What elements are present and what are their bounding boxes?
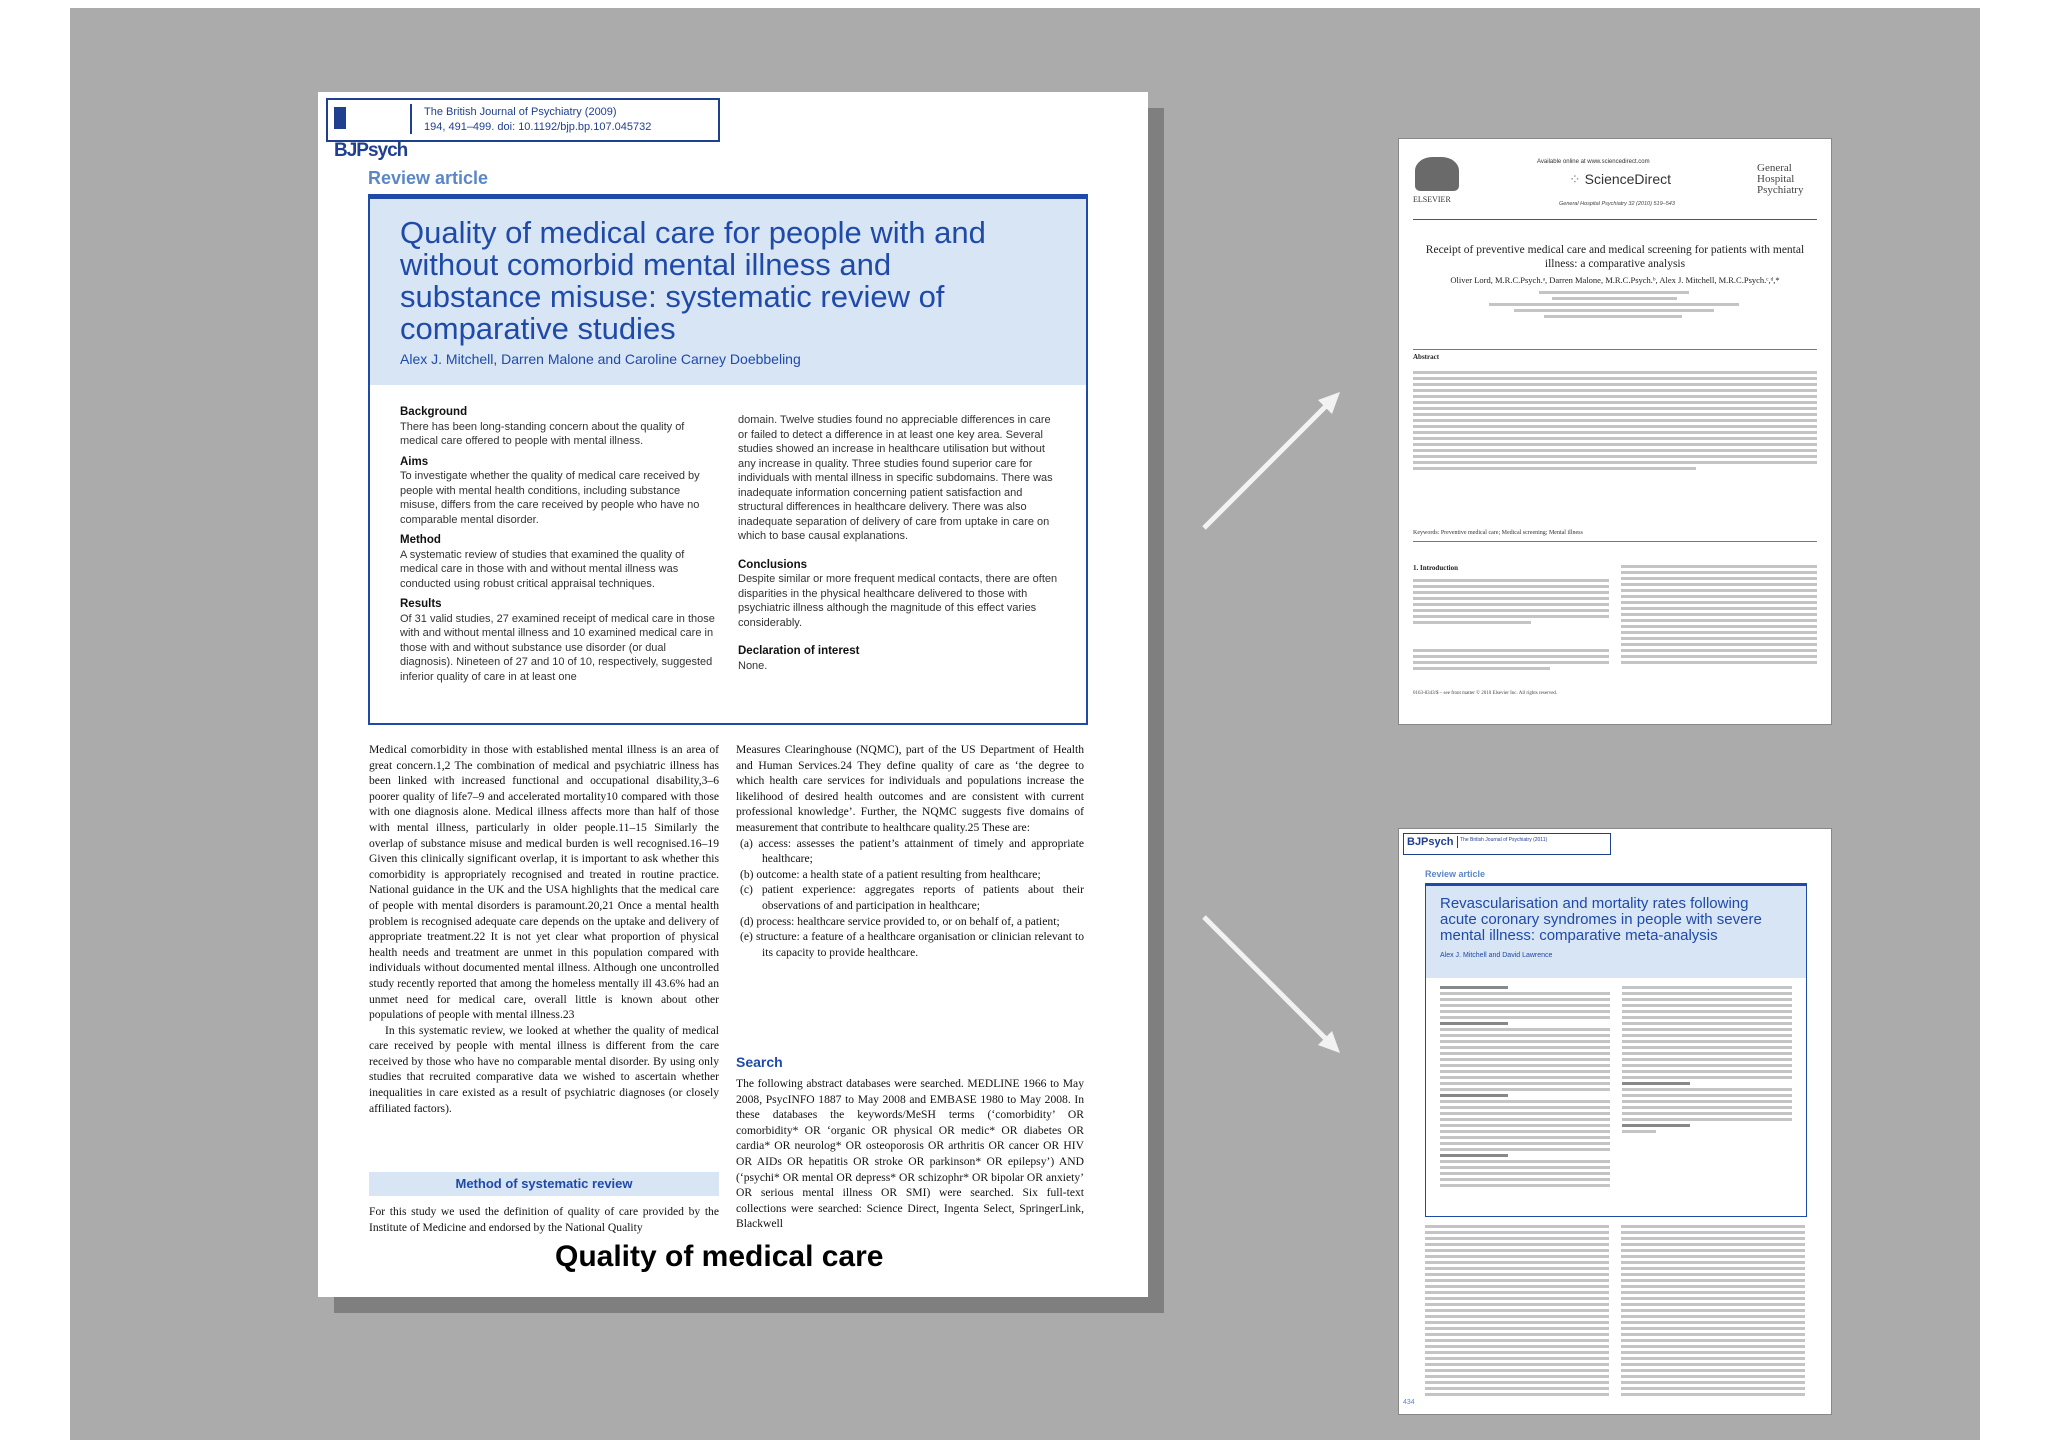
abstract-text: To investigate whether the quality of medical care received by people with mental health conditions, including substance misuse, differs from the care received by people who have no comparable mental disorder. (400, 470, 700, 526)
paper-authors: Alex J. Mitchell, Darren Malone and Caroline Carney Doebbeling (400, 351, 801, 367)
list-item: (d) process: healthcare service provided to, or on behalf of, a patient; (740, 914, 1060, 928)
journal-header (326, 98, 720, 161)
abstract-text: None. (738, 659, 768, 672)
slide-caption: Quality of medical care (555, 1240, 884, 1273)
abstract-heading: Results (400, 598, 442, 610)
abstract-text: Of 31 valid studies, 27 examined receipt of medical care in those with and without mental illness and 10 examined medical care in those with and without substance use disorder (or dual diagnosis). Nineteen of 27 and 10 of 10, respectively, suggested inferior quality of care in at least one (400, 612, 715, 683)
thumb-abstract-right (1622, 986, 1792, 1136)
list-item: (a) access: assesses the patient’s attainment of timely and appropriate healthcare; (740, 836, 1084, 866)
body-paragraph: For this study we used the definition of quality of care provided by the Institute of Medicine and endorsed by the National Quality (369, 1205, 719, 1234)
journal-line: General Hospital Psychiatry 32 (2010) 519–543 (1559, 201, 1675, 207)
list-item: (c) patient experience: aggregates reports of patients about their observations of and participation in healthcare; (740, 883, 1084, 912)
abstract-text-block (1413, 371, 1817, 473)
journal-citation: 194, 491–499. doi: 10.1192/bjp.bp.107.045732 (424, 121, 652, 133)
abstract-text: A systematic review of studies that examined the quality of medical care in those with and without mental illness was conducted using robust critical appraisal techniques. (400, 548, 685, 590)
body-paragraph: In this systematic review, we looked at whether the quality of medical care received by people with mental illness is different from the care received by those who have no comparable mental disorder. By using only studies that recruited comparative data we wished to ascertain whether inequalities in care existed as a result of psychiatric diagnoses (or closely affiliated factors). (369, 1023, 719, 1115)
paper-title: Quality of medical care for people with and without comorbid mental illness and substance misuse: systematic review of comparative studies (400, 215, 986, 346)
thumb-abstract-left (1440, 986, 1610, 1190)
journal-title: The British Journal of Psychiatry (2009) (424, 106, 617, 118)
divider (1413, 349, 1817, 350)
thumb-paper-title: Revascularisation and mortality rates following acute coronary syndromes in people with severe mental illness: comparative meta-analysis (1440, 895, 1762, 944)
arrow-down-right-icon (1190, 905, 1350, 1065)
thumb-journal-title: The British Journal of Psychiatry (2011) (1460, 837, 1548, 843)
copyright-footer: 0163-8343/$ – see front matter © 2010 Elsevier Inc. All rights reserved. (1413, 691, 1558, 696)
body-paragraph: Medical comorbidity in those with established mental illness is an area of great concern.1,2 The combination of medical and psychiatric illness has been linked with increased functional and occupational disability,3–6 poorer quality of life7–9 and accelerated mortality10 compared with those with one diagnosis alone. Medical illness affects more than half of those with mental illness, particularly in older people.11–15 Similarly the overlap of substance misuse and medical burden is well recognised.16–19 Given this clinically significant overlap, it is important to ask whether this comorbidity is appropriately recognised and treated in routine practice. National guidance in the UK and the USA highlights that the medical care of people with mental disorders is paramount.20,21 Once a mental health problem is recognised adequate care depends on the uptake and delivery of appropriate treatment.22 It is not yet clear what proportion of physical health needs and treatment are unmet in this population compared with individuals without documented mental illness. Although one uncontrolled study recently reported that among the homeless mentally ill 43.6% had an unmet need for medical care, overall little is known about other populations of people with mental illness.23 (369, 743, 719, 1022)
footnote-block (1413, 649, 1609, 673)
elsevier-tree-icon (1415, 157, 1459, 191)
arrow-up-right-icon (1190, 380, 1350, 540)
thumb-journal-header (1403, 833, 1611, 855)
thumb-paper-authors: Alex J. Mitchell and David Lawrence (1440, 952, 1553, 959)
abstract-heading: Declaration of interest (738, 645, 860, 657)
abstract-left-column (400, 399, 720, 684)
affiliations-block (1489, 291, 1739, 321)
abstract-text: domain. Twelve studies found no appreciable differences in care or failed to detect a difference in at least one key area. Several studies showed an increase in healthcare utilisation but without any increase in quality. Three studies found superior care for individuals with mental illness in specific subdomains. There was inadequate information concerning patient satisfaction and structural differences in healthcare delivery. There was also inadequate separation of delivery of care from uptake in care on which to base causal explanations. (738, 414, 1053, 542)
thumbnail-bjpsych-paper (1398, 828, 1832, 1415)
main-paper-page (318, 92, 1148, 1297)
body-paragraph: Measures Clearinghouse (NQMC), part of the US Department of Health and Human Services.24 They define quality of care as ‘the degree to which health care services for individuals and populations increase the likelihood of desired health outcomes and are consistent with current professional knowledge’. Further, the NQMC suggests five domains of measurement that contribute to healthcare quality.25 These are: (736, 743, 1084, 834)
abstract-right-column (738, 413, 1058, 673)
elsevier-label: ELSEVIER (1413, 195, 1451, 204)
abstract-heading: Abstract (1413, 353, 1440, 361)
intro-heading: 1. Introduction (1413, 564, 1458, 572)
method-section-band: Method of systematic review (369, 1172, 719, 1196)
body-left-column (369, 742, 719, 1116)
abstract-heading: Conclusions (738, 558, 808, 571)
body-right-column (736, 742, 1084, 960)
thumb-title-bar (1426, 886, 1806, 978)
thumb-body-left (1425, 1225, 1609, 1399)
thumb-paper-authors: Oliver Lord, M.R.C.Psych.ᵃ, Darren Malone, M.R.C.Psych.ᵇ, Alex J. Mitchell, M.R.C.Psych.ᶜ,ᵈ,* (1450, 275, 1780, 285)
list-item: (b) outcome: a health state of a patient resulting from healthcare; (740, 867, 1041, 881)
keywords: Keywords: Preventive medical care; Medical screening; Mental illness (1413, 530, 1583, 536)
available-online-text: Available online at www.sciencedirect.com (1537, 159, 1650, 165)
intro-right-block (1621, 565, 1817, 667)
abstract-heading: Background (400, 406, 468, 418)
thumb-section-label: Review article (1425, 869, 1486, 879)
abstract-heading: Method (400, 534, 441, 546)
thumbnail-sciencedirect-paper (1398, 138, 1832, 725)
search-heading: Search (736, 1054, 783, 1070)
abstract-text: There has been long-standing concern about the quality of medical care offered to people with mental illness. (400, 420, 685, 447)
list-item: (e) structure: a feature of a healthcare organisation or clinician relevant to its capacity to provide healthcare. (740, 930, 1084, 959)
title-abstract-box (368, 194, 1088, 725)
abstract-text: Despite similar or more frequent medical contacts, there are often disparities in the physical healthcare delivered to those with psychiatric illness although the magnitude of this effect varies considerably. (738, 573, 1058, 629)
divider (1413, 219, 1817, 220)
sciencedirect-logo: ⁘ ScienceDirect (1569, 171, 1671, 187)
section-label: Review article (368, 168, 489, 188)
thumb-page-number: 434 (1403, 1399, 1415, 1406)
title-bar (370, 199, 1086, 385)
bjpsych-logo: BJPsych (1407, 836, 1458, 848)
thumb-body-right (1621, 1225, 1805, 1399)
thumb-paper-title: Receipt of preventive medical care and medical screening for patients with mental illness: a comparative analysis (1425, 244, 1805, 270)
journal-name: General Hospital Psychiatry (1757, 162, 1804, 196)
body-paragraph: The following abstract databases were searched. MEDLINE 1966 to May 2008, PsycINFO 1887 to May 2008 and EMBASE 1980 to May 2008. In these databases the keywords/MeSH terms (‘comorbidity’ OR comorbidity* OR ‘organic OR physical OR medic* OR diabetes OR cardia* OR neurolog* OR osteoporosis OR arthritis OR cancer OR HIV OR AIDs OR hepatitis OR stroke OR parkinson* OR epilepsy’) AND (‘psychi* OR mental OR depress* OR schizophr* OR bipolar OR anxiety’ OR serious mental illness OR SMI) were searched. Six full-text collections were searched: Science Direct, Ingenta Select, SpringerLink, Blackwell (736, 1077, 1084, 1231)
bjpsych-logo: BJPsych (334, 104, 412, 134)
divider (1413, 541, 1817, 542)
intro-text-block (1413, 579, 1609, 627)
abstract-heading: Aims (400, 455, 429, 468)
body-left-column-end (369, 1204, 719, 1235)
thumb-title-box (1425, 883, 1807, 1217)
body-right-column-search (736, 1076, 1084, 1232)
